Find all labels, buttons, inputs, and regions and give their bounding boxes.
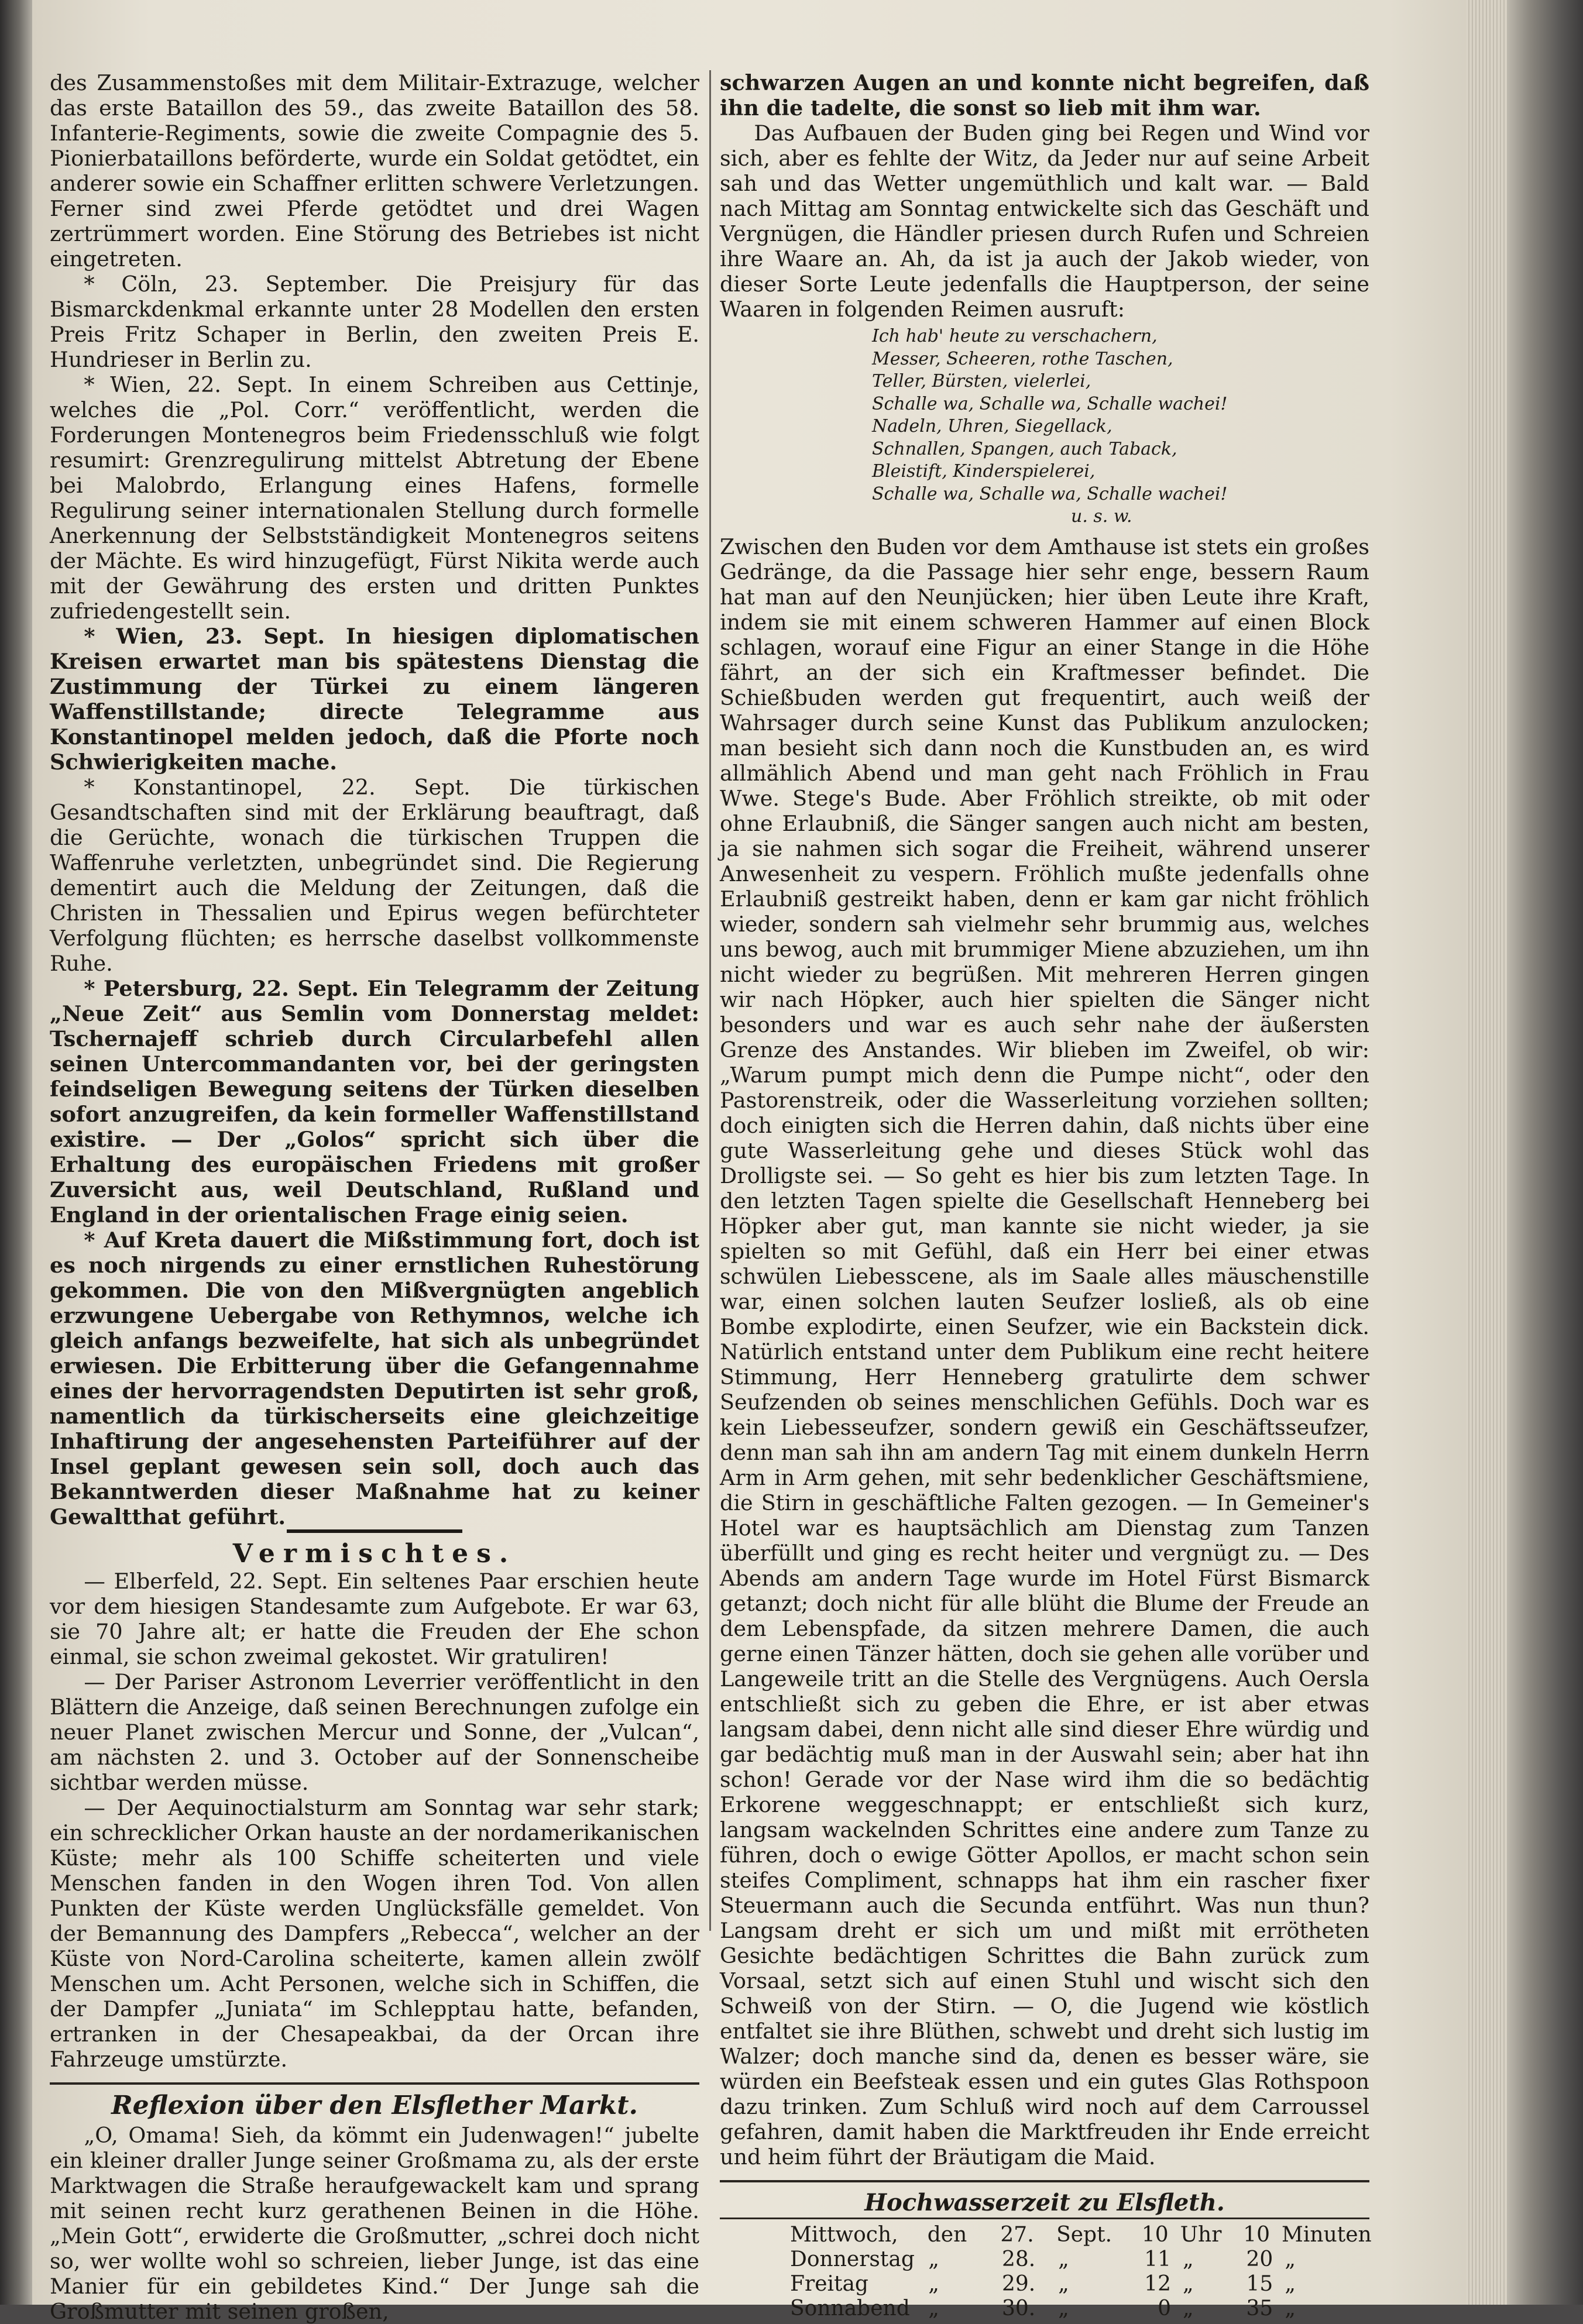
poem-line: Bleistift, Kinderspielerei, [872,461,1096,482]
misc-paragraph: — Der Pariser Astronom Leverrier veröffentlicht in den Blättern die Anzeige, daß seinen Berechnungen zufolge ein neuer Planet zwischen Mercur und Sonne, der „Vulcan“, am nächsten 2. und 3. October auf der Sonnenscheibe sichtbar werden müsse. [50,1669,699,1795]
tide-row [720,2297,1369,2321]
tide-row [720,2247,1369,2272]
tide-hour: 10 [1141,2222,1169,2247]
poem-line: Schnallen, Spangen, auch Taback, [872,438,1177,459]
tide-minute: 15 [1246,2271,1273,2296]
poem-line: Schalle wa, Schalle wa, Schalle wachei! [872,393,1228,414]
tide-min-label: „ [1285,2271,1296,2296]
article-paragraph: des Zusammenstoßes mit dem Militair-Extrazuge, welcher das erste Bataillon des 59., das zweite Bataillon des 58. Infanterie-Regiments, sowie die zweite Compagnie des 5. Pionierbataillons beförderte, wurde ein Soldat getödtet, ein anderer sowie ein Schaffner erlitten schwere Verletzungen. Ferner sind zwei Pferde getödtet und drei Wagen zertrümmert worden. Eine Störung des Betriebes ist nicht eingetreten. [50,70,699,271]
left-column [50,70,699,2324]
feature-heading: Reflexion über den Elsflether Markt. [111,2091,638,2120]
tide-date: 29. [1001,2271,1036,2296]
tide-month: Sept. [1056,2222,1112,2247]
divider-rule [720,2180,1369,2182]
tide-den: den [927,2222,967,2247]
poem-line: Messer, Scheeren, rothe Taschen, [872,348,1173,369]
page-edge [1466,0,1507,2305]
poem-line: Teller, Bürsten, vielerlei, [872,371,1091,391]
poem-line: Ich hab' heute zu verschachern, [872,326,1158,346]
article-paragraph: * Cöln, 23. September. Die Preisjury für das Bismarckdenkmal erkannte unter 28 Modellen den ersten Preis Fritz Schaper in Berlin, den zweiten Preis E. Hundrieser in Berlin zu. [50,271,699,372]
tide-hour: 0 [1158,2296,1172,2320]
article-paragraph: * Auf Kreta dauert die Mißstimmung fort, doch ist es noch nirgends zu einer ernstlichen Ruhestörung gekommen. Die von den Mißvergnügten angeblich erzwungene Uebergabe von Rethymnos, welche ich gleich anfangs bezweifelte, hat sich als unbegründet erwiesen. Die Erbitterung über die Gefangennahme eines der hervorragendsten Deputirten ist sehr groß, namentlich da türkischerseits eine gleichzeitige Inhaftirung der angesehensten Parteiführer auf der Insel geplant gewesen sein soll, doch auch das Bekanntwerden dieser Maßnahme hat zu keiner Gewaltthat geführt. [50,1228,699,1529]
newspaper-page [32,0,1507,2324]
tide-date: 28. [1001,2247,1036,2271]
tide-hour: 12 [1144,2271,1172,2296]
tide-day: Sonnabend [790,2296,910,2320]
article-paragraph: * Konstantinopel, 22. Sept. Die türkischen Gesandtschaften sind mit der Erklärung beauftragt, daß die Gerüchte, wonach die türkischen Truppen die Waffenruhe verletzten, unbegründet sind. Die Regierung dementirt auch die Meldung der Zeitungen, daß die Christen in Thessalien und Epirus wegen befürchteter Verfolgung flüchten; es herrsche daselbst vollkommenste Ruhe. [50,775,699,976]
tide-den: „ [928,2247,939,2271]
tide-min-label: Minuten [1282,2222,1372,2247]
tide-month: „ [1058,2271,1069,2296]
section-heading: Vermischtes. [232,1539,517,1569]
tide-day: Mittwoch, [790,2222,898,2247]
tide-month: „ [1058,2247,1069,2271]
poem-line: u. s. w. [1071,506,1132,527]
tide-min-label: „ [1285,2296,1296,2320]
tide-day: Freitag [790,2271,868,2296]
article-paragraph: * Petersburg, 22. Sept. Ein Telegramm der Zeitung „Neue Zeit“ aus Semlin vom Donnerstag meldet: Tschernajeff schrieb durch Circularbefehl allen seinen Untercommandanten vor, bei der geringsten feindseligen Bewegung seitens der Türken dieselben sofort anzugreifen, da kein formeller Waffenstillstand existire. — Der „Golos“ spricht sich über die Erhaltung des europäischen Friedens mit großer Zuversicht aus, weil Deutschland, Rußland und England in der orientalischen Frage einig seien. [50,976,699,1228]
tide-date: 30. [1001,2296,1036,2320]
tide-row [720,2222,1372,2247]
tide-minute: 10 [1243,2222,1270,2247]
misc-paragraph: — Elberfeld, 22. Sept. Ein seltenes Paar erschien heute vor dem hiesigen Standesamte zum Aufgebote. Er war 63, sie 70 Jahre alt; er hatte die Freuden der Ehe schon einmal, sie schon zweimal gekostet. Wir gratuliren! [50,1569,699,1669]
tide-minute: 35 [1246,2296,1273,2320]
tide-minute: 20 [1246,2247,1273,2271]
misc-paragraph: — Der Aequinoctialsturm am Sonntag war sehr stark; ein schrecklicher Orkan hauste an der nordamerikanischen Küste; mehr als 100 Schiffe scheiterten und viele Menschen fanden in den Wogen ihren Tod. Von allen Punkten der Küste werden Unglücksfälle gemeldet. Von der Bemannung des Dampfers „Rebecca“, welcher an der Küste von Nord-Carolina scheiterte, kamen allein zwölf Menschen um. Acht Personen, welche sich in Schiffen, die der Dampfer „Juniata“ im Schlepptau hatte, befanden, ertranken in der Chesapeakbai, da der Orcan ihre Fahrzeuge umstürzte. [50,1795,699,2072]
tide-min-label: „ [1285,2247,1296,2271]
feature-paragraph: „O, Omama! Sieh, da kömmt ein Judenwagen!“ jubelte ein kleiner draller Junge seiner Großmama zu, als der erste Marktwagen die Straße heraufgewackelt kam und sprang mit seinen recht kurz gerathenen Beinen in die Höhe. „Mein Gott“, erwiderte die Großmutter, „schrei doch nicht so, wer wollte wohl so schreien, lieber Junge, ist das eine Manier für ein gebildetes Kind.“ Der Junge sah die Großmutter mit seinen großen, [50,2123,699,2324]
right-column [720,70,1372,2321]
poem-line: Nadeln, Uhren, Siegellack, [872,416,1112,436]
tide-table-title: Hochwasserzeit zu Elsfleth. [720,2191,1369,2219]
scan-background-left [0,0,32,2305]
tide-uhr: „ [1183,2247,1194,2271]
section-rule [287,1529,462,1533]
tide-hour: 11 [1144,2247,1172,2271]
article-paragraph: * Wien, 22. Sept. In einem Schreiben aus Cettinje, welches die „Pol. Corr.“ veröffentlicht, werden die Forderungen Montenegros beim Friedensschluß wie folgt resumirt: Grenzregulirung mittelst Abtretung der Ebene bei Malobrdo, Erlangung eines Hafens, formelle Regulirung seiner internationalen Stellung durch formelle Anerkennung der Selbstständigkeit Montenegros seitens der Mächte. Es wird hinzugefügt, Fürst Nikita werde auch mit der Gewährung des ersten und dritten Punktes zufriedengestellt sein. [50,372,699,624]
tide-den: „ [928,2271,939,2296]
tide-den: „ [928,2296,939,2320]
market-cry-poem [872,325,1369,528]
tide-month: „ [1058,2296,1069,2320]
tide-uhr: „ [1183,2271,1194,2296]
tide-date: 27. [1000,2222,1034,2247]
divider-rule [50,2082,699,2085]
article-paragraph: * Wien, 23. Sept. In hiesigen diplomatischen Kreisen erwartet man bis spätestens Dienstag die Zustimmung der Türkei zu einem längeren Waffenstillstande; directe Telegramme aus Konstantinopel melden jedoch, daß die Pforte noch Schwierigkeiten mache. [50,624,699,775]
poem-line: Schalle wa, Schalle wa, Schalle wachei! [872,483,1228,504]
tide-row [720,2272,1369,2297]
article-paragraph: Zwischen den Buden vor dem Amthause ist stets ein großes Gedränge, da die Passage hier sehr enge, bessern Raum hat man auf den Neunjücken; hier üben Leute ihre Kraft, indem sie mit einem schweren Hammer auf einen Block schlagen, worauf eine Figur an einer Stange in die Höhe fährt, an der sich ein Kraftmesser befindet. Die Schießbuden werden gut frequentirt, auch weiß der Wahrsager durch seine Kunst das Publikum anzulocken; man besieht sich dann noch die Kunstbuden an, es wird allmählich Abend und man geht nach Fröhlich in Frau Wwe. Stege's Bude. Aber Fröhlich streikte, ob mit oder ohne Erlaubniß, die Sänger sangen auch nicht am besten, ja sie nahmen sich sogar die Freiheit, während unserer Anwesenheit zu vespern. Fröhlich mußte jedenfalls ohne Erlaubniß gestreikt haben, denn er kam gar nicht fröhlich wieder, sondern sah vielmehr sehr brummig aus, welches uns bewog, auch mit brummiger Miene abzuziehen, um ihn nicht wieder zu begrüßen. Mit mehreren Herren gingen wir nach Höpker, auch hier spielten die Sänger nicht besonders und war es auch sehr nahe der äußersten Grenze des Anstandes. Wir blieben im Zweifel, ob wir: „Warum pumpt mich denn die Pumpe nicht“, oder den Pastorenstreik, oder die Wasserleitung vorziehen sollten; doch einigten sich die Herren dahin, daß nichts über eine gute Wasserleitung gehe und dieses Stück wohl das Drolligste sei. — So geht es hier bis zum letzten Tage. In den letzten Tagen spielte die Gesellschaft Henneberg bei Höpker aber gut, man kannte sie nicht wieder, ja sie spielten so mit Gefühl, daß ein Herr bei einer etwas schwülen Liebesscene, als im Saale alles mäuschenstille war, einen solchen lauten Seufzer losließ, als ob eine Bombe explodirte, einen Seufzer, wie ein Backstein dick. Natürlich entstand unter dem Publikum eine recht heitere Stimmung, Herr Henneberg gratulirte dem schwer Seufzenden ob seines menschlichen Gefühls. Doch war es kein Liebesseufzer, sondern gewiß ein Geschäftsseufzer, denn man sah ihn am andern Tag mit einem dunkeln Herrn Arm in Arm gehen, mit sehr bedenklicher Geschäftsmiene, die Stirn in geschäftliche Falten gezogen. — In Gemeiner's Hotel war es hauptsächlich am Dienstag zum Tanzen überfüllt und ging es recht heiter und vergnügt zu. — Des Abends am andern Tage wurde im Hotel Fürst Bismarck getanzt; doch nicht für alle blüht die Blume der Freude an dem Lebenspfade, da sitzen mehrere Damen, die auch gerne einen Tänzer hätten, doch sie gehen alle vorüber und Langeweile tritt an die Stelle des Vergnügens. Auch Oersla entschließt sich zu geben die Ehre, er ist aber etwas langsam dabei, denn nicht alle sind dieser Ehre würdig und gar bedächtig muß man in der Auswahl sein; aber hat ihn schon! Gerade vor der Nase wird ihm die so bedächtig Erkorene weggeschnappt; er entschließt sich kurz, langsam wackelnden Schrittes eine andere zum Tanze zu führen, doch o ewige Götter Apollos, er macht schon sein steifes Compliment, schnapps hat ihm ein rascher fixer Steuermann auch die Secunda entführt. Was nun thun? Langsam dreht er sich um und mißt mit errötheten Gesichte bedächtigen Schrittes die Bahn zurück zum Vorsaal, setzt sich auf einen Stuhl und wischt sich den Schweiß von der Stirn. — O, die Jugend wie köstlich entfaltet sie ihre Blüthen, schwebt und dreht sich lustig im Walzer; doch manche sind da, denen es besser wäre, sie würden ein Beefsteak essen und ein gutes Glas Rothspoon dazu trinken. Zum Schluß wird noch auf dem Carroussel gefahren, damit haben die Marktfreuden ihr Ende erreicht und heim führt der Bräutigam die Maid. [720,534,1369,2170]
scan-background-right [1507,0,1583,2305]
tide-uhr: „ [1183,2296,1194,2320]
article-paragraph: schwarzen Augen an und konnte nicht begreifen, daß ihn die tadelte, die sonst so lieb mit ihm war. [720,70,1369,121]
article-paragraph: Das Aufbauen der Buden ging bei Regen und Wind vor sich, aber es fehlte der Witz, da Jeder nur auf seine Arbeit sah und das Wetter ungemüthlich und kalt war. — Bald nach Mittag am Sonntag entwickelte sich das Geschäft und Vergnügen, die Händler priesen durch Rufen und Schreien ihre Waare an. Ah, da ist ja auch der Jakob wieder, von dieser Sorte Leute jedenfalls die Hauptperson, der seine Waaren in folgenden Reimen ausruft: [720,121,1369,322]
tide-day: Donnerstag [790,2247,915,2271]
tide-table [720,2188,1372,2321]
tide-uhr: Uhr [1180,2222,1222,2247]
column-separator [709,70,711,1931]
